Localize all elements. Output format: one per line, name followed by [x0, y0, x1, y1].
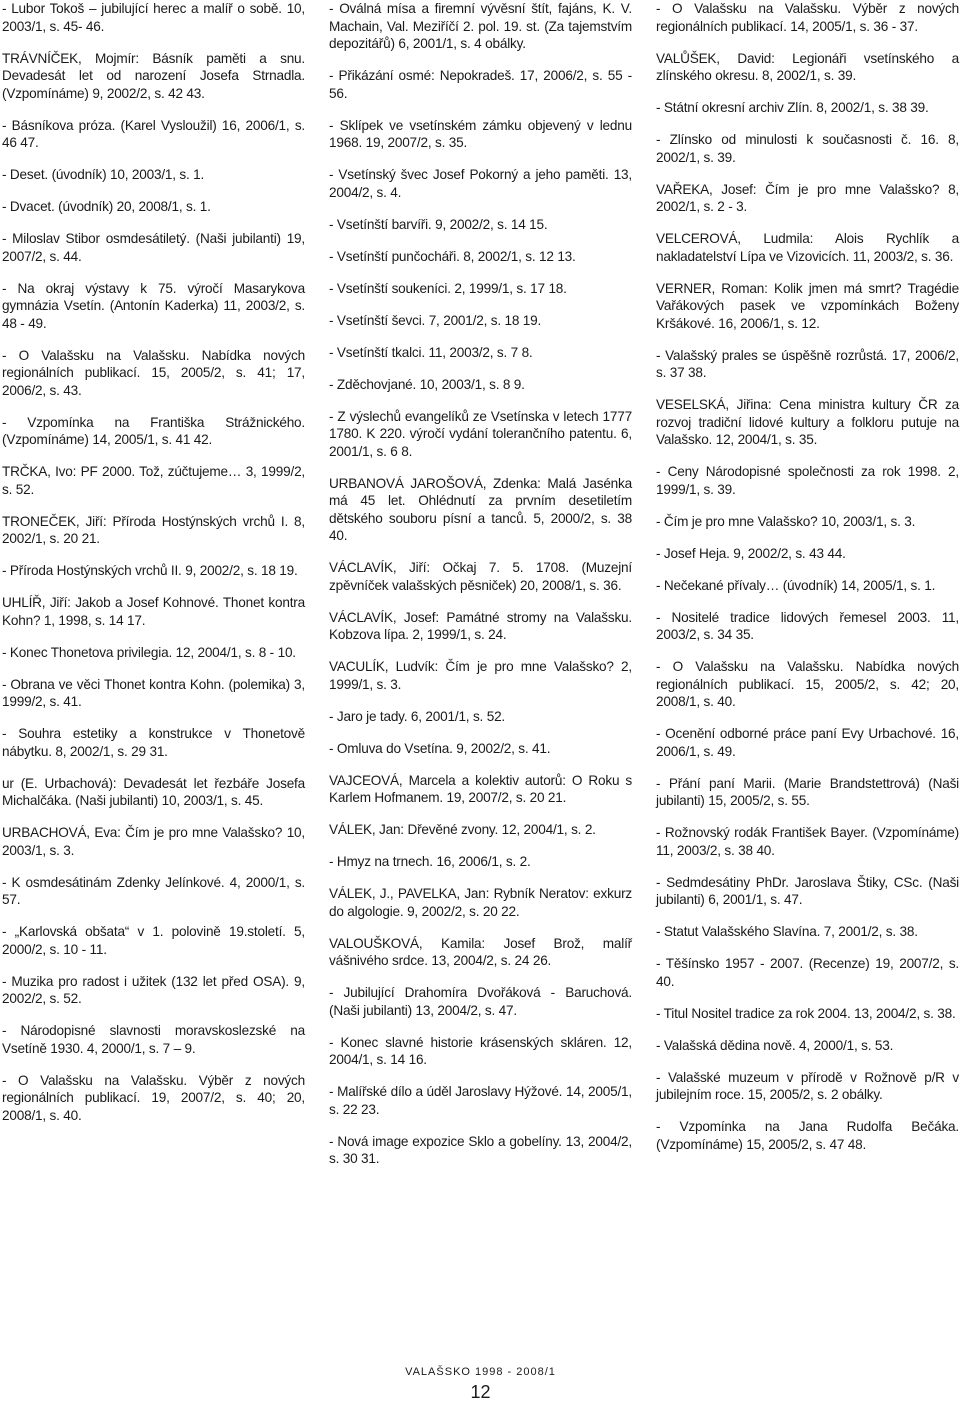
bibliography-entry: - Nositelé tradice lidových řemesel 2003. 11, 2003/2, s. 34 35. [656, 609, 959, 642]
bibliography-entry: - Muzika pro radost i užitek (132 let před OSA). 9, 2002/2, s. 52. [2, 973, 305, 1006]
bibliography-entry: - Konec Thonetova privilegia. 12, 2004/1, s. 8 - 10. [2, 644, 296, 660]
page-number: 12 [470, 1382, 491, 1402]
bibliography-entry: VAŘEKA, Josef: Čím je pro mne Valašsko? 8, 2002/1, s. 2 - 3. [656, 181, 959, 214]
bibliography-entry: - Deset. (úvodník) 10, 2003/1, s. 1. [2, 167, 205, 182]
bibliography-entry: - O Valašsku na Valašsku. Nabídka nových regionálních publikací. 15, 2005/2, s. 42; 20, 2008/1, s. 40. [656, 659, 959, 709]
bibliography-entry: - Oválná mísa a firemní vývěsní štít, fajáns, K. V. Machain, Val. Meziříčí 2. pol. 19. st. (Za tajemstvím depozitářů) 6, 2001/1, s. 4 obálky. [329, 1, 632, 51]
bibliography-entry: VALŮŠEK, David: Legionáři vsetínského a zlínského okresu. 8, 2002/1, s. 39. [656, 50, 959, 83]
bibliography-entry: - O Valašsku na Valašsku. Výběr z nových regionálních publikací. 14, 2005/1, s. 36 - 37. [656, 1, 959, 34]
bibliography-entry: - Jaro je tady. 6, 2001/1, s. 52. [329, 708, 506, 724]
bibliography-entry: - Národopisné slavnosti moravskoslezské na Vsetíně 1930. 4, 2000/1, s. 7 – 9. [2, 1023, 305, 1056]
bibliography-entry: TRÁVNÍČEK, Mojmír: Básník paměti a snu. Devadesát let od narození Josefa Strnadla. (Vzpomínáme) 9, 2002/2, s. 42 43. [2, 50, 305, 101]
bibliography-entry: - Valašské muzeum v přírodě v Rožnově p/R v jubilejním roce. 15, 2005/2, s. 2 obálky. [656, 1069, 959, 1102]
column-1 [2, 0, 305, 1139]
column-3 [656, 0, 959, 1168]
bibliography-entry: - Sedmdesátiny PhDr. Jaroslava Štiky, CSc. (Naši jubilanti) 6, 2001/1, s. 47. [656, 874, 959, 907]
bibliography-entry: - Státní okresní archiv Zlín. 8, 2002/1, s. 38 39. [656, 100, 929, 115]
bibliography-entry: - Z výslechů evangelíků ze Vsetínska v letech 1777 1780. K 220. výročí vydání tolerančního patentu. 6, 2001/1, s. 6 8. [329, 408, 632, 459]
bibliography-entry: - Vsetínští punčocháři. 8, 2002/1, s. 12 13. [329, 248, 576, 264]
bibliography-entry: URBACHOVÁ, Eva: Čím je pro mne Valašsko? 10, 2003/1, s. 3. [2, 825, 305, 858]
bibliography-entry: ur (E. Urbachová): Devadesát let řezbáře Josefa Michalčáka. (Naši jubilanti) 10, 2003/1, s. 45. [2, 775, 305, 808]
bibliography-entry: - Josef Heja. 9, 2002/2, s. 43 44. [656, 545, 846, 561]
bibliography-entry: - Malířské dílo a úděl Jaroslavy Hýžové. 14, 2005/1, s. 22 23. [329, 1084, 632, 1117]
bibliography-entry: - Vsetínští soukeníci. 2, 1999/1, s. 17 18. [329, 280, 567, 296]
bibliography-entry: - Zděchovjané. 10, 2003/1, s. 8 9. [329, 376, 525, 392]
bibliography-entry: VAJCEOVÁ, Marcela a kolektiv autorů: O Roku s Karlem Hofmanem. 19, 2007/2, s. 20 21. [329, 772, 632, 805]
bibliography-entry: - Nečekané přívaly… (úvodník) 14, 2005/1, s. 1. [656, 577, 936, 593]
bibliography-entry: - Omluva do Vsetína. 9, 2002/2, s. 41. [329, 740, 551, 756]
bibliography-entry: - Vsetínští tkalci. 11, 2003/2, s. 7 8. [329, 344, 533, 360]
bibliography-entry: - O Valašsku na Valašsku. Nabídka nových regionálních publikací. 15, 2005/2, s. 41; 17, 2006/2, s. 43. [2, 347, 305, 398]
bibliography-entry: VÁLEK, J., PAVELKA, Jan: Rybník Neratov: exkurz do algologie. 9, 2002/2, s. 20 22. [329, 886, 632, 919]
bibliography-entry: - Vsetínští barvíři. 9, 2002/2, s. 14 15. [329, 216, 548, 232]
bibliography-entry: - K osmdesátinám Zdenky Jelínkové. 4, 2000/1, s. 57. [2, 874, 305, 907]
bibliography-entry: - Dvacet. (úvodník) 20, 2008/1, s. 1. [2, 199, 211, 214]
bibliography-entry: TRČKA, Ivo: PF 2000. Tož, zúčtujeme… 3, 1999/2, s. 52. [2, 464, 305, 497]
bibliography-entry: UHLÍŘ, Jiří: Jakob a Josef Kohnové. Thonet kontra Kohn? 1, 1998, s. 14 17. [2, 595, 305, 628]
bibliography-entry: - Vzpomínka na Františka Strážnického. (Vzpomínáme) 14, 2005/1, s. 41 42. [2, 414, 305, 447]
bibliography-entry: - O Valašsku na Valašsku. Výběr z nových regionálních publikací. 19, 2007/2, s. 40; 20, 2008/1, s. 40. [2, 1072, 305, 1123]
bibliography-entry: VÁLEK, Jan: Dřevěné zvony. 12, 2004/1, s. 2. [329, 822, 596, 837]
bibliography-entry: - Obrana ve věci Thonet kontra Kohn. (polemika) 3, 1999/2, s. 41. [2, 676, 305, 709]
bibliography-entry: - Miloslav Stibor osmdesátiletý. (Naši jubilanti) 19, 2007/2, s. 44. [2, 231, 305, 264]
bibliography-entry: - Čím je pro mne Valašsko? 10, 2003/1, s. 3. [656, 513, 916, 529]
bibliography-entry: VÁCLAVÍK, Josef: Památné stromy na Valašsku. Kobzova lípa. 2, 1999/1, s. 24. [329, 609, 632, 642]
bibliography-entry: TRONEČEK, Jiří: Příroda Hostýnských vrchů I. 8, 2002/1, s. 20 21. [2, 513, 305, 546]
bibliography-entry: - Vzpomínka na Jana Rudolfa Bečáka. (Vzpomínáme) 15, 2005/2, s. 47 48. [656, 1119, 959, 1152]
bibliography-entry: - Ceny Národopisné společnosti za rok 1998. 2, 1999/1, s. 39. [656, 464, 959, 497]
bibliography-entry: - Básníkova próza. (Karel Vysloužil) 16, 2006/1, s. 46 47. [2, 117, 305, 150]
bibliography-entry: - Vsetínský švec Josef Pokorný a jeho paměti. 13, 2004/2, s. 4. [329, 167, 632, 200]
bibliography-entry: - Jubilující Drahomíra Dvořáková - Baruchová. (Naši jubilanti) 13, 2004/2, s. 47. [329, 985, 632, 1018]
bibliography-entry: VELCEROVÁ, Ludmila: Alois Rychlík a nakladatelství Lípa ve Vizovicích. 11, 2003/2, s. 36. [656, 231, 959, 264]
bibliography-entry: URBANOVÁ JAROŠOVÁ, Zdenka: Malá Jasénka má 45 let. Ohlédnutí za prvním desetiletím dětského souboru písní a tanců. 5, 2000/2, s. 38 40. [329, 475, 632, 543]
bibliography-entry: - Statut Valašského Slavína. 7, 2001/2, s. 38. [656, 924, 918, 939]
bibliography-entry: - Konec slavné historie krásenských skláren. 12, 2004/1, s. 14 16. [329, 1034, 632, 1067]
bibliography-entry: VERNER, Roman: Kolik jmen má smrt? Tragédie Vařákových pasek ve vzpomínkách Boženy Kršákové. 16, 2006/1, s. 12. [656, 280, 959, 331]
bibliography-entry: - Příroda Hostýnských vrchů II. 9, 2002/2, s. 18 19. [2, 563, 298, 578]
footer-title: VALAŠSKO 1998 - 2008/1 [405, 1366, 556, 1378]
bibliography-entry: - Ocenění odborné práce paní Evy Urbachové. 16, 2006/1, s. 49. [656, 726, 959, 759]
bibliography-entry: - Nová image expozice Sklo a gobelíny. 13, 2004/2, s. 30 31. [329, 1133, 632, 1166]
bibliography-entry: - Sklípek ve vsetínském zámku objevený v lednu 1968. 19, 2007/2, s. 35. [329, 117, 632, 150]
bibliography-entry: - Vsetínští ševci. 7, 2001/2, s. 18 19. [329, 312, 542, 328]
bibliography-entry: - Valašská dědina nově. 4, 2000/1, s. 53. [656, 1037, 894, 1053]
bibliography-entry: - Hmyz na trnech. 16, 2006/1, s. 2. [329, 854, 531, 869]
bibliography-entry: VALOUŠKOVÁ, Kamila: Josef Brož, malíř vášnivého srdce. 13, 2004/2, s. 24 26. [329, 935, 632, 968]
bibliography-entry: - Zlínsko od minulosti k současnosti č. 16. 8, 2002/1, s. 39. [656, 132, 959, 165]
bibliography-entry: - Na okraj výstavy k 75. výročí Masarykova gymnázia Vsetín. (Antonín Kaderka) 11, 2003/2, s. 48 - 49. [2, 280, 305, 331]
bibliography-entry: - Souhra estetiky a konstrukce v Thonetově nábytku. 8, 2002/1, s. 29 31. [2, 726, 305, 759]
page-footer [329, 1366, 632, 1403]
bibliography-entry: - „Karlovská obšata“ v 1. polovině 19.století. 5, 2000/2, s. 10 - 11. [2, 924, 305, 957]
bibliography-entry: - Lubor Tokoš – jubilující herec a malíř o sobě. 10, 2003/1, s. 45- 46. [2, 1, 305, 34]
bibliography-entry: VACULÍK, Ludvík: Čím je pro mne Valašsko? 2, 1999/1, s. 3. [329, 659, 632, 692]
bibliography-entry: - Přikázání osmé: Nepokradeš. 17, 2006/2, s. 55 - 56. [329, 68, 632, 101]
bibliography-entry: VESELSKÁ, Jiřina: Cena ministra kultury ČR za rozvoj tradiční lidové kultury a folkloru putuje na Valašsko. 12, 2004/1, s. 35. [656, 397, 959, 447]
bibliography-entry: - Rožnovský rodák František Bayer. (Vzpomínáme) 11, 2003/2, s. 38 40. [656, 825, 959, 858]
bibliography-entry: - Valašský prales se úspěšně rozrůstá. 17, 2006/2, s. 37 38. [656, 347, 959, 380]
bibliography-entry: VÁCLAVÍK, Jiří: Očkaj 7. 5. 1708. (Muzejní zpěvníček valašských pěsniček) 20, 2008/1, s. 36. [329, 560, 632, 593]
bibliography-entry: - Přání paní Marii. (Marie Brandstettrová) (Naši jubilanti) 15, 2005/2, s. 55. [656, 775, 959, 808]
bibliography-entry: - Titul Nositel tradice za rok 2004. 13, 2004/2, s. 38. [656, 1005, 956, 1021]
column-2 [329, 0, 632, 1182]
bibliography-entry: - Těšínsko 1957 - 2007. (Recenze) 19, 2007/2, s. 40. [656, 956, 959, 989]
